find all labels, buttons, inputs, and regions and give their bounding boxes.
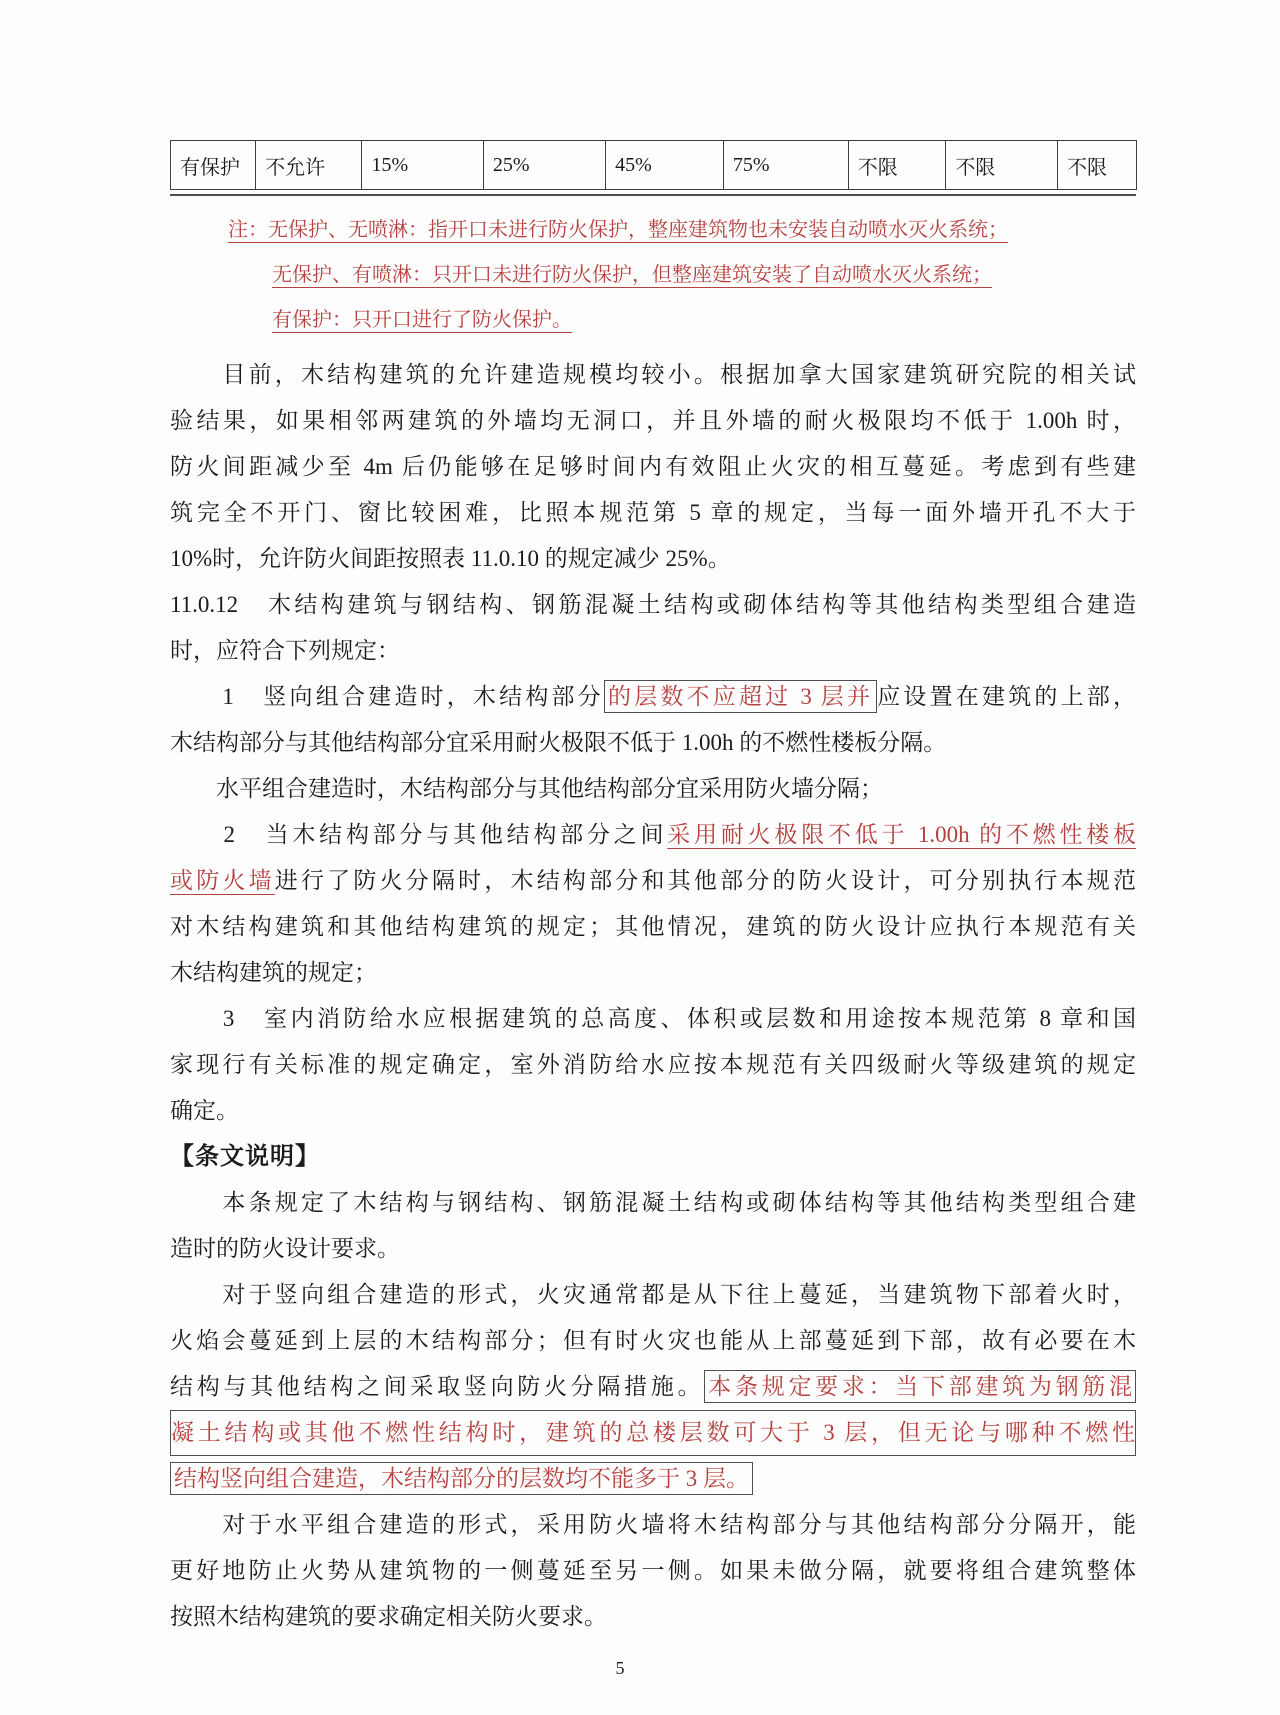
text-run: 筑完全不开门、窗比较困难，比照本规范第 5 章的规定，当每一面外墙开孔不大于 <box>170 500 1136 525</box>
text-run: 水平组合建造时，木结构部分与其他结构部分宜采用防火墙分隔； <box>170 776 883 801</box>
body-line <box>170 1134 1136 1180</box>
text-run: 对木结构建筑和其他结构建筑的规定；其他情况，建筑的防火设计应执行本规范有关 <box>170 914 1136 939</box>
table-cell: 45% <box>606 141 724 190</box>
table-notes <box>170 208 1136 343</box>
text-run: 防火间距减少至 4m 后仍能够在足够时间内有效阻止火灾的相互蔓延。考虑到有些建 <box>170 454 1136 479</box>
body-line <box>170 1364 1136 1410</box>
text-run: 造时的防火设计要求。 <box>170 1236 400 1261</box>
body-line <box>170 950 1136 996</box>
fire-protection-percentage-table <box>170 140 1137 190</box>
text-run: 目前，木结构建筑的允许建造规模均较小。根据加拿大国家建筑研究院的相关试 <box>170 362 1136 387</box>
text-run: 木结构建筑的规定； <box>170 960 377 985</box>
text-run: 进行了防火分隔时，木结构部分和其他部分的防火设计，可分别执行本规范 <box>274 868 1137 893</box>
table-cell: 不限 <box>848 141 946 190</box>
body-line <box>170 1318 1136 1364</box>
revision-boxed-text: 本条规定要求：当下部建筑为钢筋混 <box>704 1370 1136 1403</box>
table-row <box>171 141 1137 190</box>
body-line <box>170 1180 1136 1226</box>
body-line <box>170 766 1136 812</box>
body-line <box>170 490 1136 536</box>
table-cell: 不允许 <box>256 141 362 190</box>
body-line <box>170 720 1136 766</box>
body-line <box>170 1502 1136 1548</box>
page-number: 5 <box>615 1658 625 1678</box>
body-line <box>170 582 1136 628</box>
table-cell: 不限 <box>1057 141 1136 190</box>
page-content <box>170 140 1136 1640</box>
body-line <box>170 904 1136 950</box>
body-line <box>170 352 1136 398</box>
body-line <box>170 1594 1136 1640</box>
text-run: 更好地防止火势从建筑物的一侧蔓延至另一侧。如果未做分隔，就要将组合建筑整体 <box>170 1558 1136 1583</box>
text-run: 家现行有关标准的规定确定，室外消防给水应按本规范有关四级耐火等级建筑的规定 <box>170 1052 1136 1077</box>
text-run: 验结果，如果相邻两建筑的外墙均无洞口，并且外墙的耐火极限均不低于 1.00h 时， <box>170 408 1136 433</box>
text-run: 应设置在建筑的上部， <box>877 684 1137 709</box>
body-line <box>170 1272 1136 1318</box>
text-run: 木结构建筑与钢结构、钢筋混凝土结构或砌体结构等其他结构类型组合建造 <box>238 592 1136 617</box>
body-line <box>170 1548 1136 1594</box>
body-line <box>170 628 1136 674</box>
text-run: 1 竖向组合建造时，木结构部分 <box>170 684 604 709</box>
body-line <box>170 1226 1136 1272</box>
body-line <box>170 1456 1136 1502</box>
text-run: 按照木结构建筑的要求确定相关防火要求。 <box>170 1604 607 1629</box>
body-line <box>170 444 1136 490</box>
revision-boxed-text: 的层数不应超过 3 层并 <box>604 680 877 713</box>
section-heading: 【条文说明】 <box>170 1143 320 1170</box>
table-cell: 有保护 <box>171 141 256 190</box>
body-line <box>170 1042 1136 1088</box>
revision-boxed-text: 结构竖向组合建造，木结构部分的层数均不能多于 3 层。 <box>170 1462 753 1495</box>
clause-number: 11.0.12 <box>170 592 239 617</box>
table-cell: 不限 <box>946 141 1058 190</box>
body-line <box>170 858 1136 904</box>
revision-red-text: 凝土结构或其他不燃性结构时，建筑的总楼层数可大于 3 层，但无论与哪种不燃性 <box>171 1420 1135 1445</box>
text-run: 对于竖向组合建造的形式，火灾通常都是从下往上蔓延，当建筑物下部着火时， <box>170 1282 1136 1307</box>
table-cell: 75% <box>723 141 848 190</box>
body-line <box>170 1410 1136 1456</box>
body-line <box>170 812 1136 858</box>
body-line <box>170 996 1136 1042</box>
text-run: 3 室内消防给水应根据建筑的总高度、体积或层数和用途按本规范第 8 章和国 <box>170 1006 1136 1031</box>
revision-underlined-text: 或防火墙 <box>170 868 275 893</box>
table-note: 注：无保护、无喷淋：指开口未进行防火保护，整座建筑物也未安装自动喷水灭火系统； <box>228 219 1008 241</box>
body-text <box>170 352 1136 1640</box>
text-run: 结构与其他结构之间采取竖向防火分隔措施。 <box>170 1374 705 1399</box>
body-line <box>170 674 1136 720</box>
text-run: 木结构部分与其他结构部分宜采用耐火极限不低于 1.00h 的不燃性楼板分隔。 <box>170 730 947 755</box>
table-note: 无保护、有喷淋：只开口未进行防火保护，但整座建筑安装了自动喷水灭火系统； <box>272 264 992 286</box>
table-bottom-border <box>170 194 1136 196</box>
table-cell: 15% <box>362 141 483 190</box>
text-run: 对于水平组合建造的形式，采用防火墙将木结构部分与其他结构部分分隔开，能 <box>170 1512 1136 1537</box>
body-line <box>170 1088 1136 1134</box>
text-run: 本条规定了木结构与钢结构、钢筋混凝土结构或砌体结构等其他结构类型组合建 <box>170 1190 1136 1215</box>
body-line <box>170 398 1136 444</box>
revision-underlined-text: 采用耐火极限不低于 1.00h 的不燃性楼板 <box>667 822 1137 847</box>
text-run: 确定。 <box>170 1098 239 1123</box>
text-run: 2 当木结构部分与其他结构部分之间 <box>170 822 668 847</box>
table-note: 有保护：只开口进行了防火保护。 <box>272 309 572 331</box>
body-line <box>170 536 1136 582</box>
table-cell: 25% <box>483 141 605 190</box>
text-run: 时，应符合下列规定： <box>170 638 400 663</box>
text-run: 火焰会蔓延到上层的木结构部分；但有时火灾也能从上部蔓延到下部，故有必要在木 <box>170 1328 1136 1353</box>
text-run: 10%时，允许防火间距按照表 11.0.10 的规定减少 25%。 <box>170 546 731 571</box>
